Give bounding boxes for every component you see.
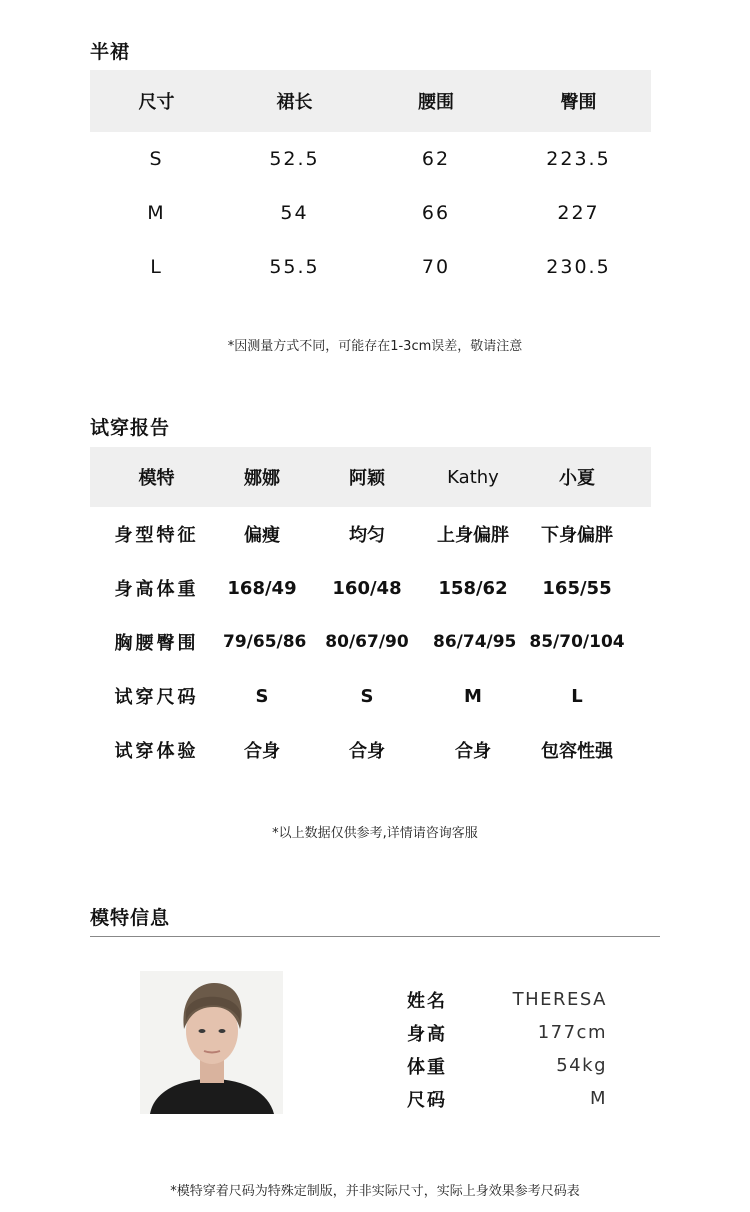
model-section-title: 模特信息 — [90, 907, 171, 929]
table-cell: S — [360, 685, 374, 707]
table-cell: 合身 — [455, 741, 491, 762]
table-cell: 包容性强 — [541, 741, 613, 762]
hip-cell: 223.5 — [546, 148, 611, 170]
table-cell: 80/67/90 — [325, 632, 409, 652]
row-label: 身高体重 — [114, 579, 199, 600]
table-cell: 160/48 — [332, 577, 402, 599]
table-cell: 85/70/104 — [529, 632, 625, 652]
model-size-note: *模特穿着尺码为特殊定制版，并非实际尺寸，实际上身效果参考尺码表 — [170, 1184, 580, 1199]
info-label: 身高 — [407, 1023, 447, 1045]
length-cell: 52.5 — [269, 148, 320, 170]
table-row — [90, 669, 651, 723]
info-row-height — [407, 1016, 607, 1049]
table-row — [90, 186, 651, 240]
info-label: 体重 — [407, 1056, 447, 1078]
table-cell: 合身 — [349, 741, 385, 762]
length-cell: 54 — [280, 202, 309, 224]
size-cell: S — [149, 148, 164, 170]
header-model: 模特 — [138, 468, 175, 489]
table-row — [90, 615, 651, 669]
fitting-section-title: 试穿报告 — [90, 417, 171, 439]
size-cell: M — [147, 202, 166, 224]
hip-cell: 227 — [557, 202, 600, 224]
row-label: 胸腰臀围 — [114, 633, 199, 654]
table-cell: 79/65/86 — [223, 632, 307, 652]
header-model-1: 娜娜 — [244, 468, 280, 489]
table-cell: 158/62 — [438, 577, 508, 599]
section-divider — [90, 936, 660, 937]
table-cell: 偏瘦 — [244, 525, 280, 546]
info-value: M — [589, 1088, 607, 1109]
info-row-weight — [407, 1049, 607, 1082]
row-label: 身型特征 — [114, 525, 199, 546]
table-row — [90, 723, 651, 777]
info-value: 177cm — [537, 1022, 607, 1043]
waist-cell: 66 — [421, 202, 451, 224]
table-cell: M — [464, 685, 482, 707]
size-cell: L — [150, 256, 163, 278]
model-info-list — [407, 983, 607, 1115]
skirt-section-title: 半裙 — [90, 41, 131, 63]
fitting-table — [90, 447, 651, 777]
header-model-2: 阿颖 — [349, 468, 385, 489]
table-row — [90, 507, 651, 561]
fitting-table-header — [90, 447, 651, 507]
table-cell: 86/74/95 — [433, 632, 517, 652]
header-hip: 臀围 — [560, 92, 597, 113]
table-cell: 均匀 — [349, 525, 385, 546]
skirt-table-header — [90, 70, 651, 132]
info-label: 尺码 — [407, 1089, 447, 1111]
info-value: THERESA — [512, 989, 607, 1010]
info-label: 姓名 — [407, 990, 447, 1012]
waist-cell: 70 — [421, 256, 451, 278]
header-model-4: 小夏 — [559, 468, 595, 489]
length-cell: 55.5 — [269, 256, 320, 278]
info-row-name — [407, 983, 607, 1016]
table-cell: 168/49 — [227, 577, 297, 599]
header-waist: 腰围 — [418, 92, 454, 113]
row-label: 试穿尺码 — [114, 687, 199, 708]
table-cell: L — [571, 685, 583, 707]
reference-note: *以上数据仅供参考,详情请咨询客服 — [272, 826, 478, 841]
table-cell: 合身 — [244, 741, 280, 762]
header-model-3: Kathy — [447, 466, 499, 488]
table-row — [90, 561, 651, 615]
hip-cell: 230.5 — [546, 256, 611, 278]
waist-cell: 62 — [421, 148, 451, 170]
measurement-note: *因测量方式不同，可能存在1-3cm误差，敬请注意 — [227, 339, 523, 354]
header-skirt-length: 裙长 — [276, 92, 313, 113]
table-row — [90, 240, 651, 294]
model-photo — [140, 971, 283, 1114]
table-cell: S — [255, 685, 269, 707]
model-portrait-image — [140, 971, 283, 1114]
table-cell: 165/55 — [542, 577, 612, 599]
skirt-size-table — [90, 70, 651, 294]
table-row — [90, 132, 651, 186]
info-row-size — [407, 1082, 607, 1115]
header-size: 尺寸 — [138, 92, 175, 113]
table-cell: 下身偏胖 — [541, 525, 613, 546]
info-value: 54kg — [556, 1055, 607, 1076]
table-cell: 上身偏胖 — [437, 525, 509, 546]
row-label: 试穿体验 — [114, 741, 199, 762]
